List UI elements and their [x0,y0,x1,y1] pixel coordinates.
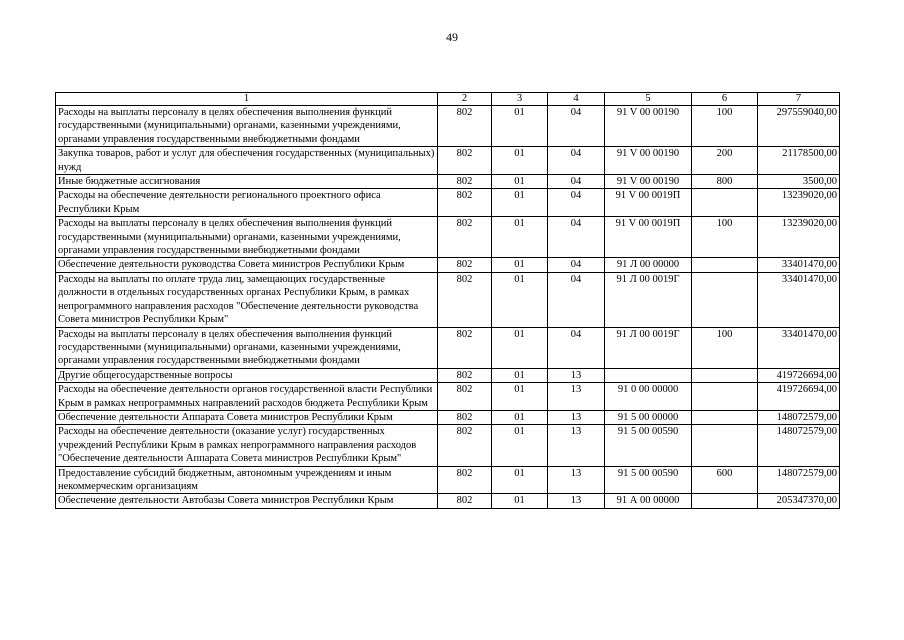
target-article-code: 91 5 00 00590 [605,466,692,494]
amount: 297559040,00 [758,106,840,147]
ministry-code: 802 [438,258,492,272]
ministry-code: 802 [438,327,492,368]
section-code: 01 [492,425,548,466]
target-article-code: 91 5 00 00000 [605,410,692,424]
table-row [56,217,840,258]
subsection-code: 04 [548,217,605,258]
table-row [56,327,840,368]
subsection-code: 04 [548,327,605,368]
section-code: 01 [492,189,548,217]
row-description: Закупка товаров, работ и услуг для обеспечения государственных (муниципальных) нужд [56,147,438,175]
table-header-row [56,93,840,106]
amount: 33401470,00 [758,272,840,327]
section-code: 01 [492,327,548,368]
section-code: 01 [492,410,548,424]
target-article-code [605,368,692,382]
budget-table [55,92,840,509]
column-header: 7 [758,93,840,106]
table-row [56,425,840,466]
amount: 419726694,00 [758,383,840,411]
row-description: Расходы на обеспечение деятельности регионального проектного офиса Республики Крым [56,189,438,217]
subsection-code: 04 [548,175,605,189]
column-header: 4 [548,93,605,106]
target-article-code: 91 Л 00 0019Г [605,327,692,368]
amount: 33401470,00 [758,327,840,368]
expense-type-code [692,368,758,382]
section-code: 01 [492,106,548,147]
section-code: 01 [492,272,548,327]
section-code: 01 [492,175,548,189]
expense-type-code: 100 [692,106,758,147]
section-code: 01 [492,147,548,175]
ministry-code: 802 [438,217,492,258]
amount: 3500,00 [758,175,840,189]
amount: 13239020,00 [758,217,840,258]
subsection-code: 04 [548,189,605,217]
table-row [56,272,840,327]
expense-type-code [692,494,758,508]
row-description: Предоставление субсидий бюджетным, автономным учреждениям и иным некоммерческим организациям [56,466,438,494]
row-description: Расходы на выплаты персоналу в целях обеспечения выполнения функций государственными (муниципальными) органами, казенными учреждениями, органами управления государственными внебюджетными фондами [56,327,438,368]
amount: 148072579,00 [758,466,840,494]
target-article-code: 91 Л 00 00000 [605,258,692,272]
table-row [56,147,840,175]
table-row [56,189,840,217]
expense-type-code: 600 [692,466,758,494]
ministry-code: 802 [438,466,492,494]
subsection-code: 13 [548,494,605,508]
target-article-code: 91 V 00 0019П [605,217,692,258]
subsection-code: 13 [548,466,605,494]
subsection-code: 04 [548,272,605,327]
expense-type-code: 800 [692,175,758,189]
table-row [56,383,840,411]
amount: 33401470,00 [758,258,840,272]
subsection-code: 04 [548,106,605,147]
expense-type-code [692,272,758,327]
target-article-code: 91 А 00 00000 [605,494,692,508]
target-article-code: 91 V 00 0019П [605,189,692,217]
section-code: 01 [492,258,548,272]
column-header: 2 [438,93,492,106]
expense-type-code [692,383,758,411]
row-description: Обеспечение деятельности Аппарата Совета министров Республики Крым [56,410,438,424]
ministry-code: 802 [438,383,492,411]
section-code: 01 [492,368,548,382]
section-code: 01 [492,494,548,508]
table-row [56,494,840,508]
ministry-code: 802 [438,147,492,175]
column-header: 1 [56,93,438,106]
expense-type-code: 100 [692,217,758,258]
row-description: Расходы на выплаты персоналу в целях обеспечения выполнения функций государственными (муниципальными) органами, казенными учреждениями, органами управления государственными внебюджетными фондами [56,217,438,258]
subsection-code: 13 [548,410,605,424]
row-description: Расходы на выплаты персоналу в целях обеспечения выполнения функций государственными (муниципальными) органами, казенными учреждениями, органами управления государственными внебюджетными фондами [56,106,438,147]
ministry-code: 802 [438,189,492,217]
amount: 148072579,00 [758,410,840,424]
page-number: 49 [446,30,458,44]
amount: 205347370,00 [758,494,840,508]
subsection-code: 04 [548,147,605,175]
section-code: 01 [492,383,548,411]
amount: 419726694,00 [758,368,840,382]
target-article-code: 91 V 00 00190 [605,175,692,189]
ministry-code: 802 [438,106,492,147]
row-description: Другие общегосударственные вопросы [56,368,438,382]
subsection-code: 13 [548,383,605,411]
expense-type-code [692,425,758,466]
target-article-code: 91 Л 00 0019Г [605,272,692,327]
row-description: Обеспечение деятельности Автобазы Совета министров Республики Крым [56,494,438,508]
row-description: Иные бюджетные ассигнования [56,175,438,189]
target-article-code: 91 0 00 00000 [605,383,692,411]
target-article-code: 91 V 00 00190 [605,147,692,175]
column-header: 6 [692,93,758,106]
amount: 21178500,00 [758,147,840,175]
row-description: Расходы на выплаты по оплате труда лиц, замещающих государственные должности в отдельных государственных органах Республики Крым, в рамках непрограммного направления расходов "Обеспечение деятельности руководства Совета министров Республики Крым" [56,272,438,327]
expense-type-code [692,189,758,217]
subsection-code: 13 [548,368,605,382]
table-row [56,258,840,272]
table-row [56,410,840,424]
amount: 13239020,00 [758,189,840,217]
expense-type-code: 200 [692,147,758,175]
subsection-code: 13 [548,425,605,466]
expense-type-code [692,410,758,424]
subsection-code: 04 [548,258,605,272]
section-code: 01 [492,217,548,258]
ministry-code: 802 [438,272,492,327]
expense-type-code: 100 [692,327,758,368]
ministry-code: 802 [438,425,492,466]
table-row [56,106,840,147]
target-article-code: 91 V 00 00190 [605,106,692,147]
section-code: 01 [492,466,548,494]
ministry-code: 802 [438,175,492,189]
column-header: 5 [605,93,692,106]
table-row [56,368,840,382]
table-row [56,175,840,189]
row-description: Обеспечение деятельности руководства Совета министров Республики Крым [56,258,438,272]
ministry-code: 802 [438,368,492,382]
amount: 148072579,00 [758,425,840,466]
ministry-code: 802 [438,410,492,424]
expense-type-code [692,258,758,272]
row-description: Расходы на обеспечение деятельности органов государственной власти Республики Крым в рамках непрограммных направлений расходов бюджета Республики Крым [56,383,438,411]
table-row [56,466,840,494]
ministry-code: 802 [438,494,492,508]
row-description: Расходы на обеспечение деятельности (оказание услуг) государственных учреждений Республики Крым в рамках непрограммного направления расходов "Обеспечение деятельности Аппарата Совета министров Республики Крым" [56,425,438,466]
column-header: 3 [492,93,548,106]
target-article-code: 91 5 00 00590 [605,425,692,466]
